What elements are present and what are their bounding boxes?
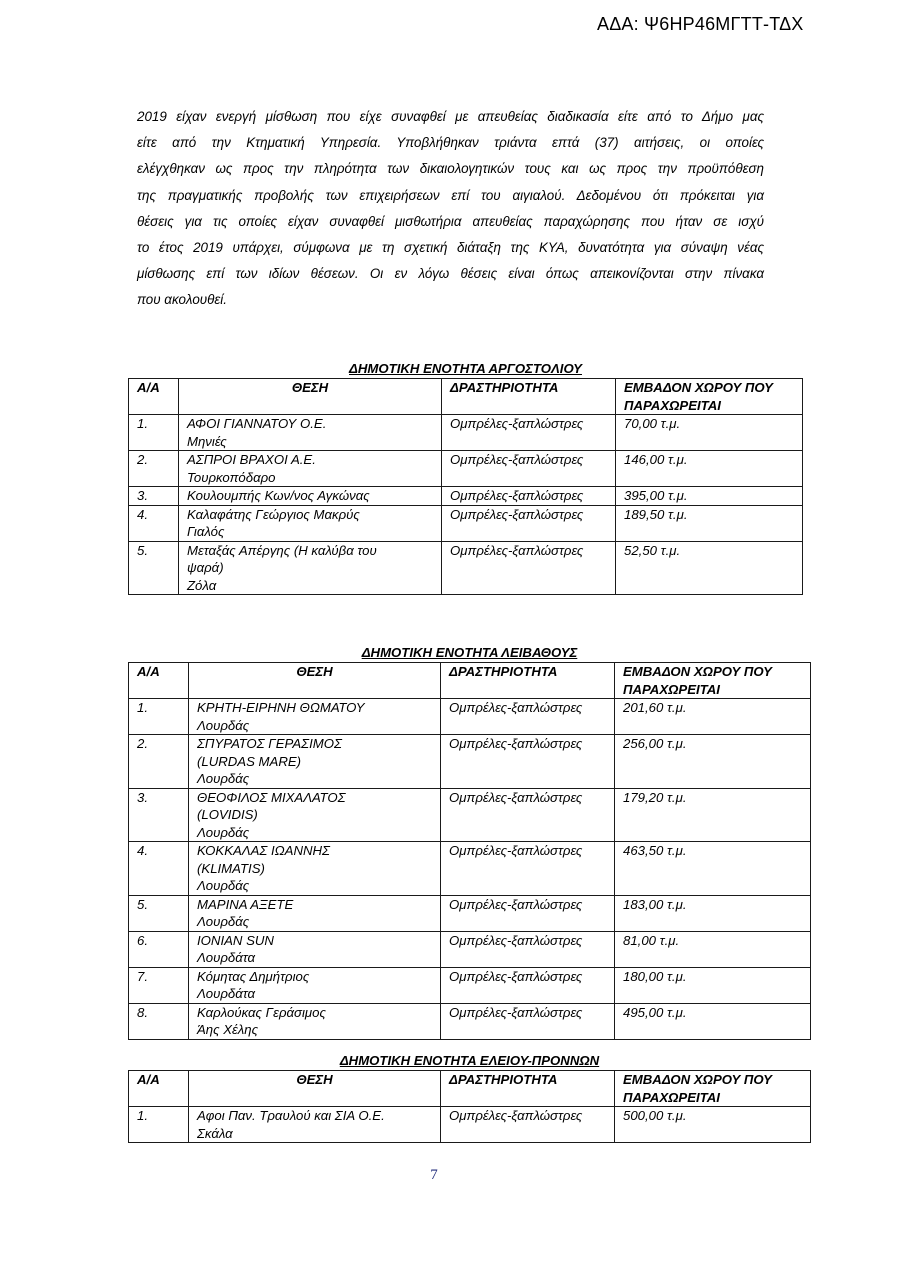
cell-activity: Ομπρέλες-ξαπλώστρες — [441, 842, 615, 896]
cell-area: 189,50 τ.μ. — [616, 505, 803, 541]
cell-activity: Ομπρέλες-ξαπλώστρες — [441, 699, 615, 735]
table-leivathos — [128, 662, 811, 1040]
cell-activity: Ομπρέλες-ξαπλώστρες — [441, 735, 615, 789]
cell-activity: Ομπρέλες-ξαπλώστρες — [442, 415, 616, 451]
paragraph-line: που ακολουθεί. — [137, 292, 227, 308]
cell-location: Τουρκοπόδαρο — [187, 469, 276, 485]
cell-location: Σκάλα — [197, 1125, 233, 1141]
cell-location: Λουρδάς — [197, 717, 250, 733]
cell-area: 146,00 τ.μ. — [616, 451, 803, 487]
cell-business-name: (KLIMATIS) — [197, 860, 265, 876]
cell-thesi — [189, 931, 441, 967]
table-row — [129, 931, 811, 967]
col-header-aa: Α/Α — [129, 1071, 189, 1107]
cell-location: Λουρδάτα — [197, 986, 256, 1001]
paragraph-line: 2019 είχαν ενεργή μίσθωση που είχε συναφθεί με απευθείας διαδικασία είτε από το Δήμο μας — [137, 109, 764, 124]
table-body — [129, 1107, 811, 1143]
cell-aa: 5. — [129, 895, 189, 931]
cell-area: 201,60 τ.μ. — [615, 699, 811, 735]
section-title-argostoli: ΔΗΜΟΤΙΚΗ ΕΝΟΤΗΤΑ ΑΡΓΟΣΤΟΛΙΟΥ — [349, 361, 582, 376]
table-row — [129, 451, 803, 487]
cell-area: 183,00 τ.μ. — [615, 895, 811, 931]
table-row — [129, 735, 811, 789]
cell-business-name: ΘΕΟΦΙΛΟΣ ΜΙΧΑΛΑΤΟΣ — [197, 789, 346, 805]
body-paragraph — [137, 104, 764, 314]
cell-activity: Ομπρέλες-ξαπλώστρες — [441, 1107, 615, 1143]
cell-location: Λουρδάς — [197, 878, 250, 893]
cell-aa: 6. — [129, 931, 189, 967]
col-header-drastiriotita: ΔΡΑΣΤΗΡΙΟΤΗΤΑ — [442, 379, 616, 415]
col-header-thesi: ΘΕΣΗ — [179, 379, 442, 415]
table-row — [129, 541, 803, 595]
cell-activity: Ομπρέλες-ξαπλώστρες — [441, 1003, 615, 1039]
cell-activity: Ομπρέλες-ξαπλώστρες — [441, 931, 615, 967]
section-title-leivathos: ΔΗΜΟΤΙΚΗ ΕΝΟΤΗΤΑ ΛΕΙΒΑΘΟΥΣ — [361, 645, 578, 660]
table-header-row — [129, 379, 803, 415]
table-row — [129, 505, 803, 541]
cell-thesi — [179, 487, 442, 506]
cell-location: Άης Χέλης — [197, 1022, 259, 1037]
cell-business-name: ΜΑΡΙΝΑ ΑΞΕΤΕ — [197, 896, 294, 912]
cell-thesi — [189, 1107, 441, 1143]
cell-aa: 3. — [129, 487, 179, 506]
cell-aa: 2. — [129, 735, 189, 789]
cell-activity: Ομπρέλες-ξαπλώστρες — [441, 895, 615, 931]
cell-business-name: Αφοι Παν. Τραυλού και ΣΙΑ Ο.Ε. — [197, 1108, 385, 1123]
cell-area: 179,20 τ.μ. — [615, 788, 811, 842]
table-row — [129, 967, 811, 1003]
col-header-drastiriotita: ΔΡΑΣΤΗΡΙΟΤΗΤΑ — [441, 1071, 615, 1107]
cell-business-name: ΑΦΟΙ ΓΙΑΝΝΑΤΟΥ Ο.Ε. — [187, 416, 327, 431]
cell-business-name: Μεταξάς Απέργης (Η καλύβα του — [187, 542, 377, 558]
cell-business-name: Καρλούκας Γεράσιμος — [197, 1004, 326, 1020]
table-argostoli — [128, 378, 803, 595]
table-row — [129, 415, 803, 451]
cell-thesi — [189, 788, 441, 842]
cell-thesi — [189, 967, 441, 1003]
cell-area: 52,50 τ.μ. — [616, 541, 803, 595]
cell-area: 463,50 τ.μ. — [615, 842, 811, 896]
cell-aa: 1. — [129, 415, 179, 451]
table-header-row — [129, 663, 811, 699]
cell-location: Μηνιές — [187, 433, 227, 449]
ada-code: ΑΔΑ: Ψ6ΗΡ46ΜΓΤΤ-ΤΔΧ — [597, 14, 804, 34]
cell-aa: 7. — [129, 967, 189, 1003]
cell-business-name: ΑΣΠΡΟΙ ΒΡΑΧΟΙ Α.Ε. — [187, 452, 316, 467]
col-header-emvadon: ΕΜΒΑΔΟΝ ΧΩΡΟΥ ΠΟΥ ΠΑΡΑΧΩΡΕΙΤΑΙ — [615, 1071, 811, 1107]
table-row — [129, 699, 811, 735]
cell-activity: Ομπρέλες-ξαπλώστρες — [442, 541, 616, 595]
paragraph-line: μίσθωσης επί των ιδίων θέσεων. Οι εν λόγω θέσεις είναι όπως απεικονίζονται στην πίνακα — [137, 266, 764, 282]
cell-thesi — [179, 541, 442, 595]
cell-business-name: IONIAN SUN — [197, 932, 274, 948]
col-header-aa: Α/Α — [129, 663, 189, 699]
cell-location: Γιαλός — [187, 524, 225, 539]
cell-aa: 2. — [129, 451, 179, 487]
cell-business-name: Κουλουμπής Κων/νος Αγκώνας — [187, 488, 370, 503]
cell-activity: Ομπρέλες-ξαπλώστρες — [442, 505, 616, 541]
cell-area: 180,00 τ.μ. — [615, 967, 811, 1003]
cell-aa: 1. — [129, 1107, 189, 1143]
cell-business-name: ψαρά) — [187, 560, 224, 575]
cell-aa: 4. — [129, 842, 189, 896]
paragraph-line: ελέγχθηκαν ως προς την πληρότητα των δικαιολογητικών τους και ως προς την προϋπόθεση — [137, 161, 764, 177]
paragraph-line: θέσεις για τις οποίες είχαν συναφθεί μισθωτήρια απευθείας παραχώρησης που ήταν σε ισχύ — [137, 213, 764, 229]
cell-aa: 3. — [129, 788, 189, 842]
page-number: 7 — [430, 1167, 438, 1183]
table-body — [129, 415, 803, 595]
paragraph-line: της πραγματικής προβολής των επιχειρήσεων επί του αιγιαλού. Δεδομένου ότι πρόκειται για — [137, 187, 764, 203]
cell-business-name: (LOVIDIS) — [197, 807, 258, 822]
cell-area: 500,00 τ.μ. — [615, 1107, 811, 1143]
col-header-emvadon: ΕΜΒΑΔΟΝ ΧΩΡΟΥ ΠΟΥ ΠΑΡΑΧΩΡΕΙΤΑΙ — [615, 663, 811, 699]
cell-area: 495,00 τ.μ. — [615, 1003, 811, 1039]
cell-business-name: Καλαφάτης Γεώργιος Μακρύς — [187, 506, 360, 522]
col-header-thesi: ΘΕΣΗ — [189, 663, 441, 699]
cell-thesi — [179, 415, 442, 451]
cell-area: 395,00 τ.μ. — [616, 487, 803, 506]
table-row — [129, 1003, 811, 1039]
cell-thesi — [179, 505, 442, 541]
cell-thesi — [179, 451, 442, 487]
table-row — [129, 842, 811, 896]
paragraph-line: είτε από την Κτηματική Υπηρεσία. Υποβλήθηκαν τριάντα επτά (37) αιτήσεις, οι οποίες — [137, 135, 764, 151]
cell-business-name: ΣΠΥΡΑΤΟΣ ΓΕΡΑΣΙΜΟΣ — [197, 736, 342, 751]
cell-location: Λουρδάς — [197, 824, 250, 840]
cell-location: Λουρδάτα — [197, 950, 256, 965]
cell-aa: 1. — [129, 699, 189, 735]
cell-business-name: ΚΟΚΚΑΛΑΣ ΙΩΑΝΝΗΣ — [197, 843, 330, 858]
cell-aa: 8. — [129, 1003, 189, 1039]
cell-thesi — [189, 699, 441, 735]
table-header-row — [129, 1071, 811, 1107]
cell-thesi — [189, 1003, 441, 1039]
col-header-aa: Α/Α — [129, 379, 179, 415]
col-header-thesi: ΘΕΣΗ — [189, 1071, 441, 1107]
cell-area: 81,00 τ.μ. — [615, 931, 811, 967]
col-header-drastiriotita: ΔΡΑΣΤΗΡΙΟΤΗΤΑ — [441, 663, 615, 699]
cell-business-name: Κόμητας Δημήτριος — [197, 968, 310, 984]
paragraph-line: το έτος 2019 υπάρχει, σύμφωνα με τη σχετική διάταξη της ΚΥΑ, δυνατότητα για σύναψη νέας — [137, 240, 764, 256]
cell-location: Ζόλα — [187, 577, 217, 593]
table-row — [129, 895, 811, 931]
cell-business-name: ΚΡΗΤΗ-ΕΙΡΗΝΗ ΘΩΜΑΤΟΥ — [197, 700, 365, 715]
col-header-emvadon: ΕΜΒΑΔΟΝ ΧΩΡΟΥ ΠΟΥ ΠΑΡΑΧΩΡΕΙΤΑΙ — [616, 379, 803, 415]
cell-thesi — [189, 842, 441, 896]
cell-activity: Ομπρέλες-ξαπλώστρες — [441, 788, 615, 842]
cell-location: Λουρδάς — [197, 771, 250, 786]
cell-aa: 4. — [129, 505, 179, 541]
section-title-eleios-pronnoi: ΔΗΜΟΤΙΚΗ ΕΝΟΤΗΤΑ ΕΛΕΙΟΥ-ΠΡΟΝΝΩΝ — [339, 1053, 600, 1068]
cell-location: Λουρδάς — [197, 914, 250, 929]
cell-thesi — [189, 735, 441, 789]
table-row — [129, 1107, 811, 1143]
table-body — [129, 699, 811, 1040]
cell-business-name: (LURDAS MARE) — [197, 753, 302, 769]
cell-activity: Ομπρέλες-ξαπλώστρες — [442, 487, 616, 506]
cell-thesi — [189, 895, 441, 931]
table-eleios-pronnoi — [128, 1070, 811, 1143]
cell-activity: Ομπρέλες-ξαπλώστρες — [441, 967, 615, 1003]
cell-activity: Ομπρέλες-ξαπλώστρες — [442, 451, 616, 487]
cell-area: 256,00 τ.μ. — [615, 735, 811, 789]
cell-area: 70,00 τ.μ. — [616, 415, 803, 451]
table-row — [129, 487, 803, 506]
table-row — [129, 788, 811, 842]
cell-aa: 5. — [129, 541, 179, 595]
